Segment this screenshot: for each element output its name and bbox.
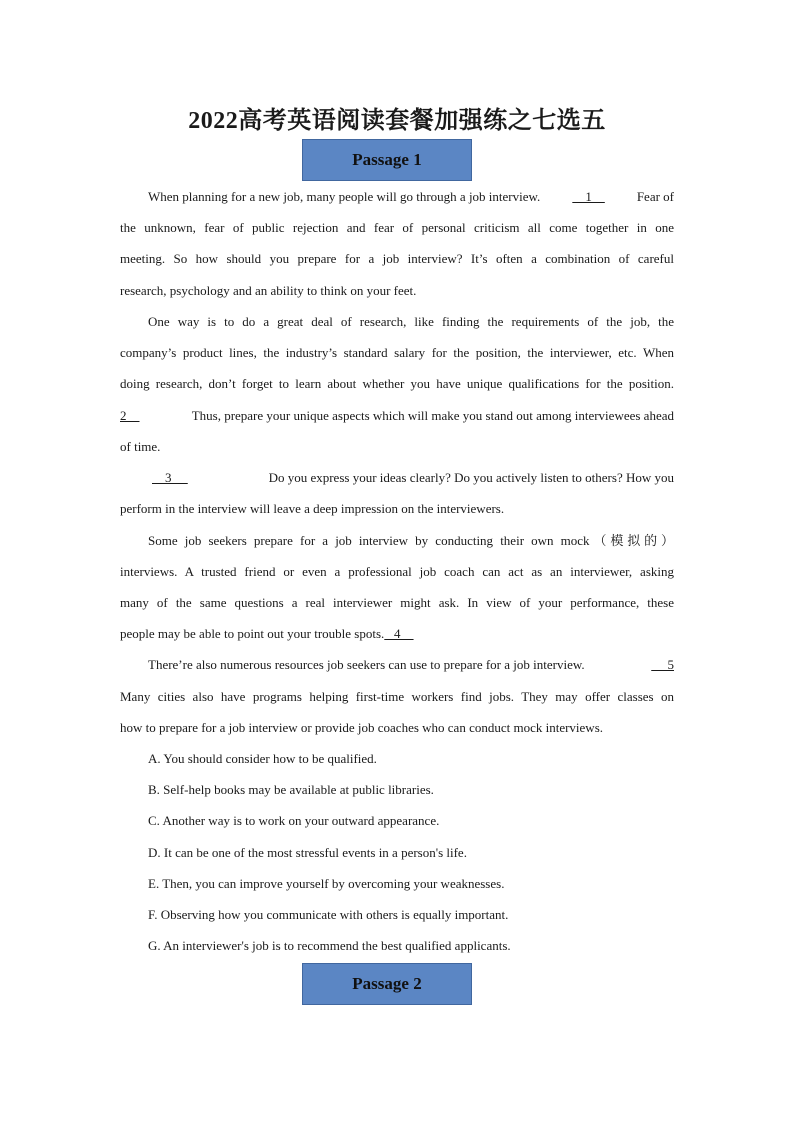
p5-line-1: [148, 655, 674, 675]
p2-line-5: of time.: [120, 439, 161, 454]
passage-1-header: Passage 1: [302, 139, 472, 181]
option-g: G. An interviewer's job is to recommend the best qualified applicants.: [148, 938, 511, 953]
p4-l4-text: people may be able to point out your trouble spots.: [120, 626, 385, 641]
p3-line-1: [152, 468, 674, 488]
p5-line-3: how to prepare for a job interview or provide job coaches who can conduct mock interviews.: [120, 720, 604, 735]
option-f: F. Observing how you communicate with others is equally important.: [148, 907, 509, 922]
p2-line-2: company’s product lines, the industry’s standard salary for the position, the interviewer, etc. When: [120, 345, 674, 360]
option-c: C. Another way is to work on your outward appearance.: [148, 813, 440, 828]
blank-2: 2: [120, 408, 140, 423]
p1-l1-tail: Fear of: [636, 189, 674, 204]
p2-line-1: One way is to do a great deal of research, like finding the requirements of the job, the: [148, 314, 674, 329]
p3-line-2: perform in the interview will leave a deep impression on the interviewers.: [120, 501, 505, 516]
p4-line-3: many of the same questions a real interviewer might ask. In view of your performance, these: [120, 595, 674, 610]
option-e: E. Then, you can improve yourself by overcoming your weaknesses.: [148, 876, 505, 891]
p4-line-4: [120, 624, 674, 644]
p4-line-1: Some job seekers prepare for a job interview by conducting their own mock（模拟的）: [148, 533, 674, 548]
p5-l1-text: There’re also numerous resources job seekers can use to prepare for a job interview.: [148, 657, 585, 672]
p1-l1-text: When planning for a new job, many people will go through a job interview.: [148, 189, 541, 204]
p2-l4-text: Thus, prepare your unique aspects which will make you stand out among interviewees ahead: [191, 408, 674, 423]
p2-line-3: doing research, don’t forget to learn about whether you have unique qualifications for the position.: [120, 376, 674, 391]
passage-2-header: Passage 2: [302, 963, 472, 1005]
p5-line-2: Many cities also have programs helping first-time workers find jobs. They may offer classes on: [120, 689, 674, 704]
p1-line-4: research, psychology and an ability to think on your feet.: [120, 283, 417, 298]
option-b: B. Self-help books may be available at public libraries.: [148, 782, 434, 797]
p1-line-1: [148, 187, 674, 207]
page-title: 2022高考英语阅读套餐加强练之七选五: [188, 108, 606, 134]
p1-line-3: meeting. So how should you prepare for a job interview? It’s often a combination of careful: [120, 251, 674, 266]
blank-4: 4: [384, 626, 414, 641]
option-a: A. You should consider how to be qualified.: [148, 751, 377, 766]
blank-3: 3: [152, 470, 188, 485]
p1-line-2: the unknown, fear of public rejection and fear of personal criticism all come together in one: [120, 220, 674, 235]
p3-l1-text: Do you express your ideas clearly? Do you actively listen to others? How you: [268, 470, 674, 485]
p2-line-4: [120, 406, 674, 426]
blank-1: 1: [572, 189, 605, 204]
p4-line-2: interviews. A trusted friend or even a professional job coach can act as an interviewer, asking: [120, 564, 674, 579]
blank-5: 5: [651, 657, 674, 672]
option-d: D. It can be one of the most stressful events in a person's life.: [148, 845, 467, 860]
